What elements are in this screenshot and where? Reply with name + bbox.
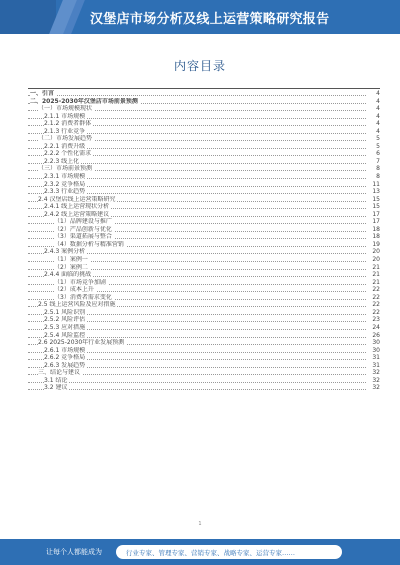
toc-entry-text: 2.2.3 线上化	[44, 157, 80, 165]
toc-entry-page: 4	[366, 90, 380, 98]
toc-entry-page: 7	[366, 158, 380, 166]
toc-entry[interactable]	[28, 135, 380, 143]
toc-entry-page: 22	[366, 301, 380, 309]
toc-entry-text: （1）市场竞争加剧	[54, 278, 106, 286]
toc-entry-text: （3）渠道拓展与整合	[54, 233, 112, 241]
toc-entry-text: 2.4.2 线上运营策略建议	[44, 210, 110, 218]
toc-entry-text: 2.5 线上运营风险及应对措施	[38, 301, 116, 309]
toc-entry-page: 4	[366, 128, 380, 136]
toc-entry-page: 4	[366, 113, 380, 121]
toc-entry-text: 2.4.3 案例分析	[44, 248, 86, 256]
toc-entry-page: 18	[366, 226, 380, 234]
toc-entry-page: 4	[366, 98, 380, 106]
toc-entry-page: 17	[366, 218, 380, 226]
toc-entry-text: （4）数据分析与精准营销	[54, 240, 124, 248]
page-number: 1	[198, 521, 202, 527]
toc-entry-text: 2.5.1 风险识别	[44, 308, 86, 316]
toc-entry-page: 22	[366, 286, 380, 294]
toc-entry-text: 3.1 结论	[44, 376, 68, 384]
toc-entry-text: 2.3.2 竞争格局	[44, 180, 86, 188]
toc-entry-page: 18	[366, 233, 380, 241]
toc-leader-dots	[28, 389, 366, 390]
toc-entry-page: 22	[366, 294, 380, 302]
header-accent-block	[0, 0, 56, 34]
toc-entry[interactable]	[28, 347, 380, 355]
toc-entry-text: 2.6.1 市场规模	[44, 346, 86, 354]
toc-entry-text: 一、引言	[30, 90, 55, 97]
document-footer	[0, 539, 400, 565]
toc-entry[interactable]	[28, 203, 380, 211]
toc-entry-text: 2.6.2 竞争格局	[44, 354, 86, 362]
toc-entry-text: （3）消费者需求变化	[54, 293, 112, 301]
toc-entry[interactable]	[28, 173, 380, 181]
toc-entry-page: 30	[366, 339, 380, 347]
footer-banner	[116, 545, 342, 559]
document-header	[0, 0, 400, 34]
toc-entry[interactable]	[28, 196, 380, 204]
toc-entry-text: 2.3.1 市场规模	[44, 173, 86, 181]
toc-divider	[28, 88, 380, 89]
toc-entry-page: 8	[366, 173, 380, 181]
toc-entry[interactable]	[28, 279, 380, 287]
toc-entry[interactable]	[28, 294, 380, 302]
toc-entry-text: 2.6 2025-2030年行业发展预测	[38, 339, 125, 347]
toc-entry-page: 5	[366, 135, 380, 143]
toc-entry-text: 二、2025-2030年汉堡店市场前景预测	[30, 97, 138, 105]
toc-entry-text: 2.4.4 面临的挑战	[44, 271, 92, 279]
toc-entry[interactable]	[28, 211, 380, 219]
toc-entry-text: 2.4 汉堡店线上运营策略研究	[38, 195, 116, 203]
toc-entry-page: 6	[366, 150, 380, 158]
toc-entry[interactable]	[28, 332, 380, 340]
toc-entry[interactable]	[28, 165, 380, 173]
toc-entry-text: 2.1.3 行业竞争	[44, 127, 86, 135]
toc-entry-page: 21	[366, 271, 380, 279]
toc-entry-text: （一）市场规模现状	[38, 105, 93, 113]
toc-entry-page: 17	[366, 211, 380, 219]
toc-entry[interactable]	[28, 188, 380, 196]
toc-entry[interactable]	[28, 271, 380, 279]
toc-entry-page: 19	[366, 241, 380, 249]
toc-entry[interactable]	[28, 98, 380, 106]
toc-entry-text: 2.5.4 风险监控	[44, 331, 86, 339]
toc-entry-page: 13	[366, 188, 380, 196]
toc-entry-page: 26	[366, 332, 380, 340]
toc-entry[interactable]	[28, 233, 380, 241]
toc-entry[interactable]	[28, 354, 380, 362]
toc-entry[interactable]	[28, 143, 380, 151]
toc-entry[interactable]	[28, 377, 380, 385]
toc-entry-page: 15	[366, 203, 380, 211]
toc-entry-page: 24	[366, 324, 380, 332]
toc-entry[interactable]	[28, 158, 380, 166]
toc-entry[interactable]	[28, 248, 380, 256]
document-title: 汉堡店市场分析及线上运营策略研究报告	[90, 12, 330, 27]
toc-entry-text: （二）市场发展趋势	[38, 135, 93, 143]
toc-entry-text: 2.1.2 消费者群体	[44, 120, 92, 128]
toc-entry-text: （三）市场前景预测	[38, 165, 93, 173]
toc-entry-page: 32	[366, 384, 380, 392]
toc-entry[interactable]	[28, 226, 380, 234]
toc-entry-text: 三、结论与建议	[38, 369, 81, 377]
toc-entry-page: 21	[366, 264, 380, 272]
toc-entry[interactable]	[28, 218, 380, 226]
toc-leader-dots	[28, 95, 366, 96]
toc-entry[interactable]	[28, 241, 380, 249]
table-of-contents	[28, 90, 380, 392]
toc-entry[interactable]	[28, 150, 380, 158]
toc-entry-page: 11	[366, 181, 380, 189]
toc-entry-text: 2.2.2 个性化需求	[44, 150, 92, 158]
toc-entry-page: 23	[366, 316, 380, 324]
toc-entry[interactable]	[28, 264, 380, 272]
toc-entry-text: 2.3.3 行业趋势	[44, 188, 86, 196]
toc-entry[interactable]	[28, 181, 380, 189]
toc-entry-text: （1）品牌建设与推广	[54, 218, 112, 226]
toc-entry-text: 3.2 建议	[44, 384, 68, 392]
toc-entry[interactable]	[28, 362, 380, 370]
toc-entry-text: （2）产品创新与优化	[54, 225, 112, 233]
toc-entry[interactable]	[28, 324, 380, 332]
toc-entry-page: 31	[366, 362, 380, 370]
toc-entry-page: 31	[366, 354, 380, 362]
toc-entry[interactable]	[28, 316, 380, 324]
toc-entry-page: 15	[366, 196, 380, 204]
toc-entry-page: 32	[366, 369, 380, 377]
toc-entry-text: 2.5.2 风险评估	[44, 316, 86, 324]
toc-entry[interactable]	[28, 369, 380, 377]
toc-entry-text: 2.5.3 应对措施	[44, 323, 86, 331]
toc-entry[interactable]	[28, 120, 380, 128]
toc-entry-text: （2）成本上升	[54, 286, 94, 294]
toc-entry-page: 4	[366, 105, 380, 113]
toc-entry-text: （2）案例二	[54, 263, 88, 271]
toc-entry[interactable]	[28, 256, 380, 264]
toc-heading: 内容目录	[173, 59, 226, 73]
toc-leader-dots	[28, 382, 366, 383]
toc-entry-page: 8	[366, 165, 380, 173]
toc-entry[interactable]	[28, 301, 380, 309]
toc-entry[interactable]	[28, 339, 380, 347]
toc-entry-page: 30	[366, 347, 380, 355]
toc-entry[interactable]	[28, 309, 380, 317]
toc-entry-text: 2.1.1 市场规模	[44, 112, 86, 120]
toc-entry-page: 21	[366, 279, 380, 287]
toc-entry-text: 2.6.3 发展趋势	[44, 361, 86, 369]
toc-entry-text: 2.2.1 消费升级	[44, 142, 86, 150]
toc-entry[interactable]	[28, 105, 380, 113]
toc-entry-page: 22	[366, 309, 380, 317]
toc-entry[interactable]	[28, 113, 380, 121]
toc-entry-text: （1）案例一	[54, 256, 88, 264]
toc-entry[interactable]	[28, 90, 380, 98]
footer-slogan: 让每个人都能成为	[46, 548, 102, 556]
toc-entry[interactable]	[28, 286, 380, 294]
toc-entry[interactable]	[28, 384, 380, 392]
toc-entry[interactable]	[28, 128, 380, 136]
toc-entry-page: 20	[366, 256, 380, 264]
toc-entry-text: 2.4.1 线上运营现状分析	[44, 203, 110, 211]
footer-banner-text: 行业专家、管理专家、营销专家、战略专家、运营专家……	[126, 549, 295, 557]
toc-entry-page: 20	[366, 248, 380, 256]
toc-entry-page: 32	[366, 377, 380, 385]
toc-entry-page: 5	[366, 143, 380, 151]
toc-entry-page: 4	[366, 120, 380, 128]
